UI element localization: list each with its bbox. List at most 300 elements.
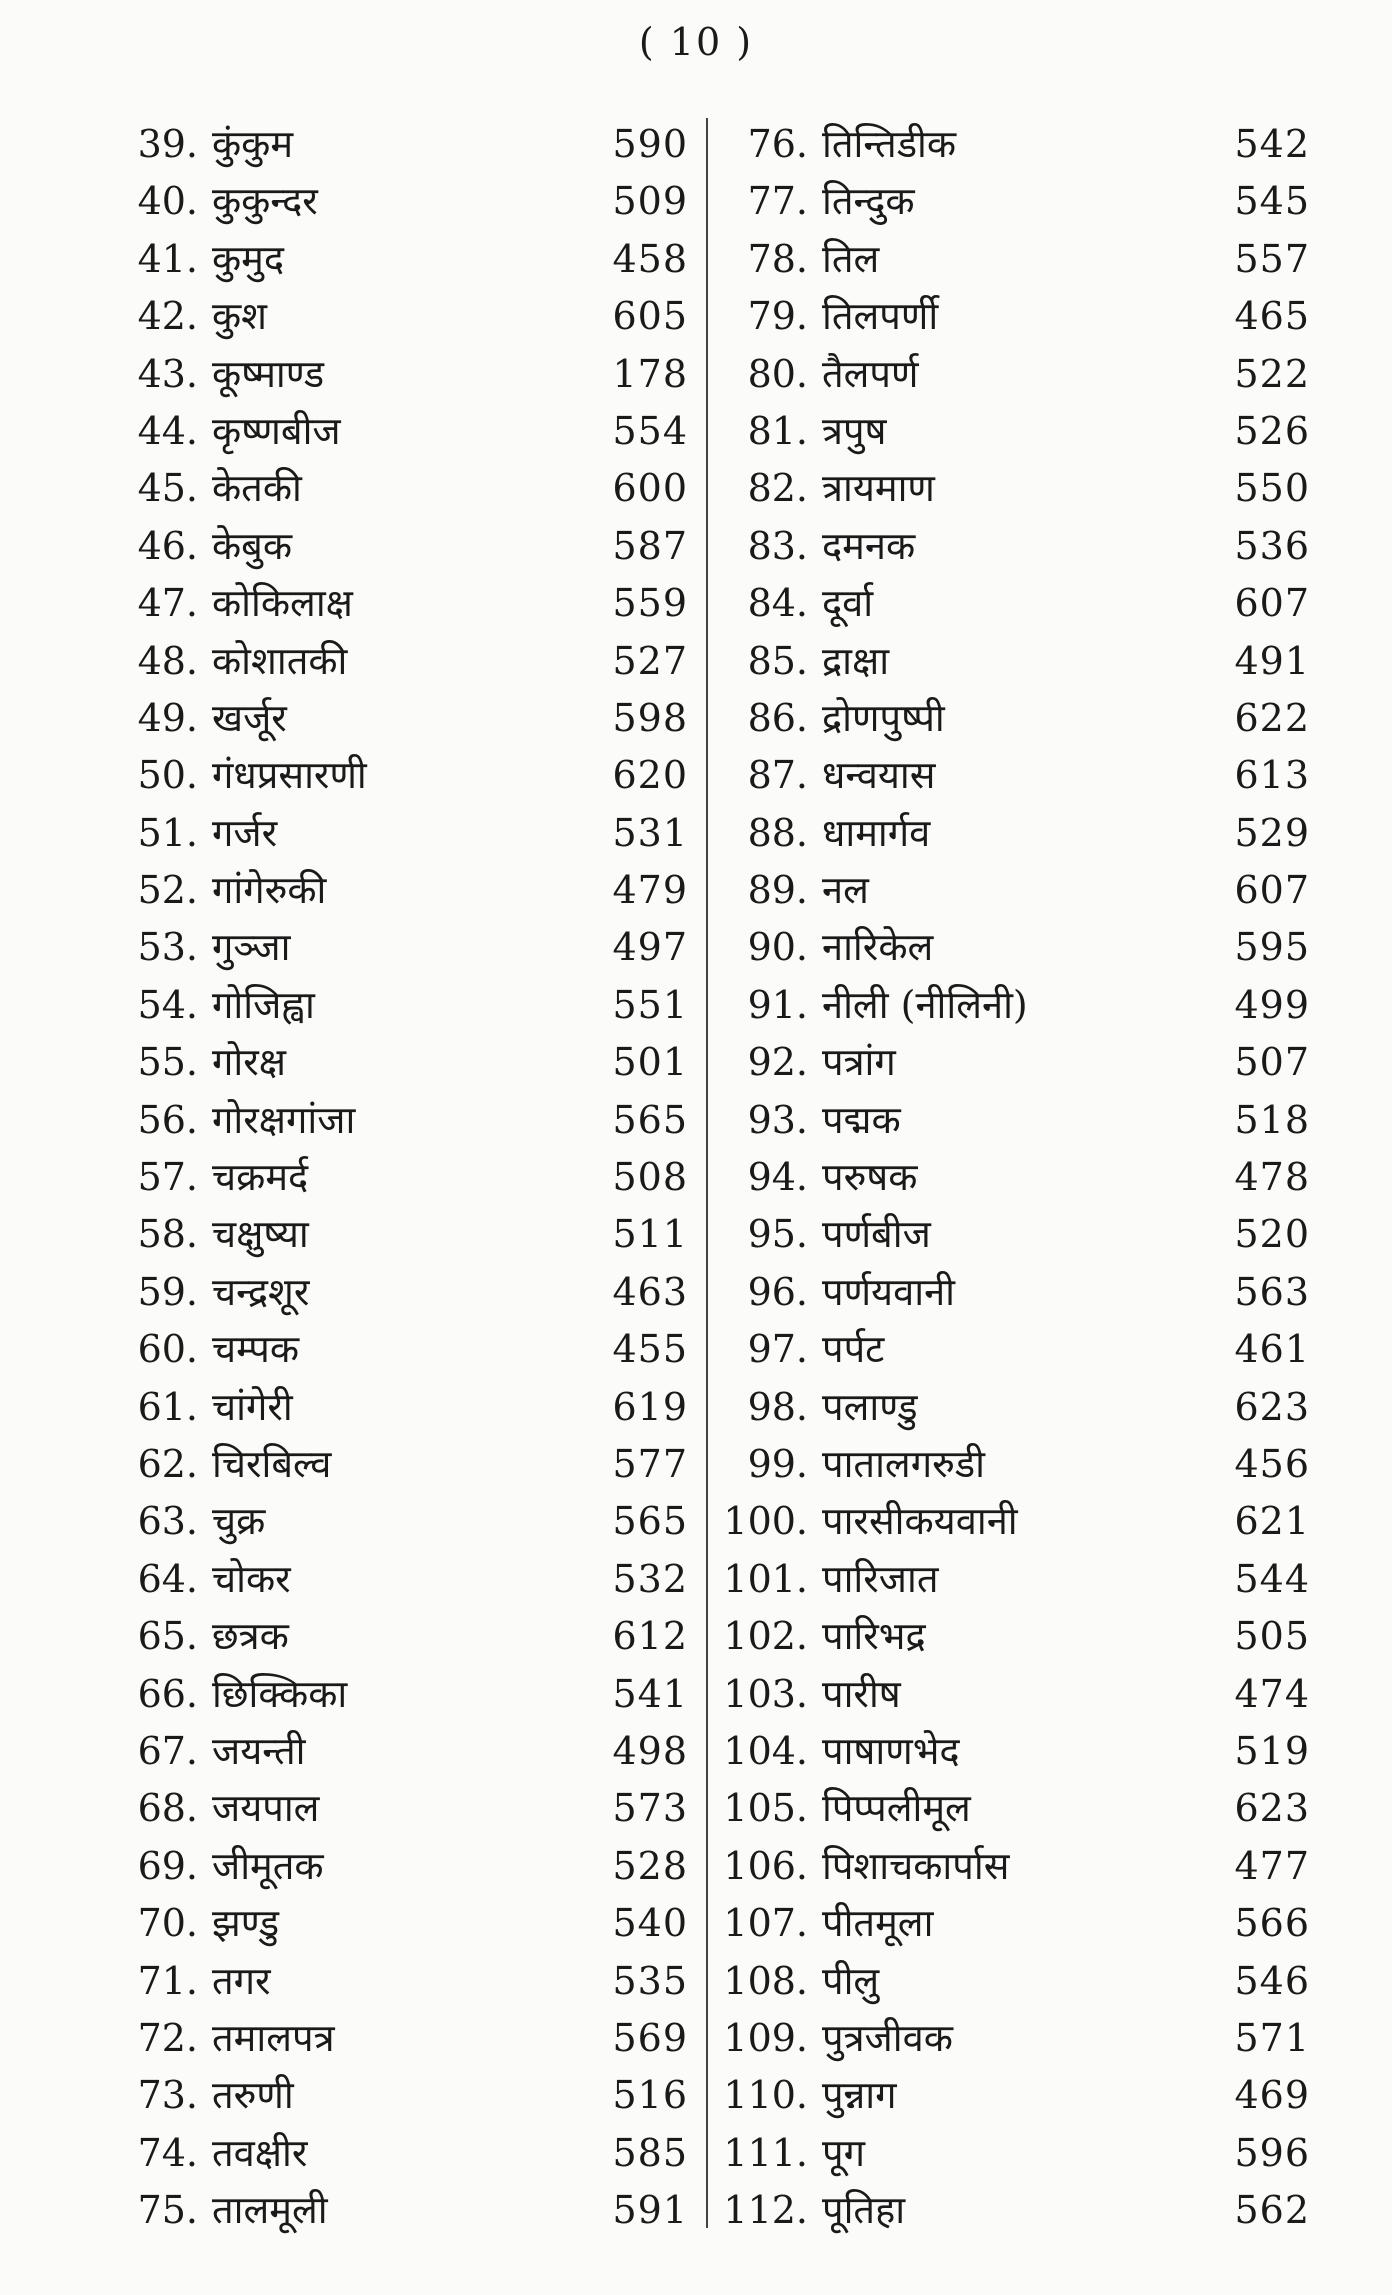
page-number: ( 10 ) [638,20,754,64]
index-entry [118,2067,688,2124]
entry-number: 72. [137,2015,198,2060]
entry-name: पुन्नाग [822,2073,897,2118]
entry-number: 106. [723,1843,808,1888]
entry-number: 43. [137,351,198,396]
index-entry [720,575,1310,632]
entry-number: 52. [137,868,198,913]
entry-name: पूतिहा [822,2188,906,2233]
index-entry [118,575,688,632]
entry-name: पीतमूला [822,1901,934,1946]
entry-page-number: 557 [1234,236,1310,281]
entry-page-number: 551 [612,982,688,1027]
entry-number: 87. [747,753,808,798]
entry-name: गुञ्जा [212,925,291,970]
entry-number: 94. [747,1155,808,1200]
entry-page-number: 569 [612,2015,688,2060]
entry-page-number: 456 [1234,1441,1310,1486]
entry-name: पर्णबीज [822,1212,931,1257]
entry-name: द्रोणपुष्पी [822,695,945,740]
entry-page-number: 542 [1234,122,1310,166]
entry-number: 104. [723,1728,808,1773]
index-entry [720,690,1310,747]
entry-name: कुकुन्दर [212,179,318,224]
index-entry [118,2010,688,2067]
index-entry [720,1838,1310,1895]
index-entry [720,1206,1310,1263]
index-entry [720,2067,1310,2124]
entry-page-number: 529 [1234,810,1310,855]
entry-page-number: 596 [1234,2130,1310,2175]
entry-page-number: 497 [612,925,688,970]
index-entry [720,919,1310,976]
entry-page-number: 465 [1234,294,1310,339]
index-entry [720,633,1310,690]
entry-name: पत्रांग [822,1040,896,1085]
entry-page-number: 501 [612,1040,688,1085]
entry-name: नल [822,868,869,913]
entry-number: 107. [723,1901,808,1946]
index-entry [720,747,1310,804]
entry-number: 69. [137,1843,198,1888]
entry-page-number: 509 [612,179,688,224]
index-entry [118,2182,688,2239]
entry-number: 85. [747,638,808,683]
entry-name: पारिजात [822,1556,939,1601]
entry-name: तिन्दुक [822,179,915,224]
index-entry [720,1149,1310,1206]
index-entry [720,1608,1310,1665]
index-entry [720,2182,1310,2239]
index-entry [720,403,1310,460]
entry-name: नीली (नीलिनी) [822,982,1028,1027]
index-entry [118,862,688,919]
entry-page-number: 508 [612,1155,688,1200]
index-entry [720,1723,1310,1780]
entry-name: नारिकेल [822,925,934,970]
index-entry [720,460,1310,517]
entry-number: 91. [747,982,808,1027]
entry-name: कोकिलाक्ष [212,581,353,626]
index-entry [720,1953,1310,2010]
entry-number: 93. [747,1097,808,1142]
entry-name: चोकर [212,1556,291,1601]
entry-page-number: 623 [1234,1786,1310,1831]
entry-name: चक्रमर्द [212,1155,309,1200]
entry-page-number: 520 [1234,1212,1310,1257]
entry-name: तगर [212,1958,271,2003]
index-entry [118,1321,688,1378]
entry-page-number: 541 [612,1671,688,1716]
index-entry [720,2010,1310,2067]
entry-name: तमालपत्र [212,2015,335,2060]
index-entry [118,1436,688,1493]
entry-name: गांगेरुकी [212,868,327,913]
entry-number: 58. [137,1212,198,1257]
index-entry [720,173,1310,230]
entry-number: 98. [747,1384,808,1429]
entry-name: पर्णयवानी [822,1269,956,1314]
entry-name: गर्जर [212,810,278,855]
entry-number: 57. [137,1155,198,1200]
entry-name: पारीष [822,1671,901,1716]
entry-number: 102. [723,1614,808,1659]
entry-name: कृष्णबीज [212,408,341,453]
entry-number: 47. [137,581,198,626]
entry-name: गंधप्रसारणी [212,753,367,798]
index-entry [720,1436,1310,1493]
entry-page-number: 505 [1234,1614,1310,1659]
index-entry [118,460,688,517]
entry-page-number: 455 [612,1327,688,1372]
index-entry [118,633,688,690]
entry-page-number: 591 [612,2188,688,2233]
entry-number: 78. [747,236,808,281]
entry-number: 73. [137,2073,198,2118]
entry-name: चम्पक [212,1327,300,1372]
entry-number: 97. [747,1327,808,1372]
entry-page-number: 461 [1234,1327,1310,1372]
index-entry [720,1321,1310,1378]
entry-number: 79. [747,294,808,339]
entry-page-number: 516 [612,2073,688,2118]
index-entry [118,116,688,173]
entry-name: दूर्वा [822,581,874,626]
entry-number: 76. [747,122,808,166]
entry-number: 48. [137,638,198,683]
entry-name: पातालगरुडी [822,1441,985,1486]
entry-number: 55. [137,1040,198,1085]
index-entry [118,1895,688,1952]
entry-page-number: 585 [612,2130,688,2175]
index-entry [118,1493,688,1550]
entry-page-number: 540 [612,1901,688,1946]
entry-number: 92. [747,1040,808,1085]
entry-page-number: 613 [1234,753,1310,798]
entry-page-number: 474 [1234,1671,1310,1716]
index-entry [118,231,688,288]
index-entry [118,1838,688,1895]
entry-name: त्रायमाण [822,466,935,511]
entry-page-number: 565 [612,1097,688,1142]
entry-name: पीलु [822,1958,880,2003]
entry-number: 60. [137,1327,198,1372]
entry-number: 109. [723,2015,808,2060]
entry-number: 50. [137,753,198,798]
entry-number: 103. [723,1671,808,1716]
entry-number: 71. [137,1958,198,2003]
index-entry [720,1379,1310,1436]
entry-page-number: 559 [612,581,688,626]
entry-number: 70. [137,1901,198,1946]
entry-page-number: 463 [612,1269,688,1314]
index-entry [118,1780,688,1837]
entry-name: चिरबिल्व [212,1441,332,1486]
entry-name: तिलपर्णी [822,294,939,339]
entry-page-number: 479 [612,868,688,913]
entry-page-number: 600 [612,466,688,511]
entry-number: 77. [747,179,808,224]
entry-page-number: 577 [612,1441,688,1486]
entry-number: 95. [747,1212,808,1257]
entry-page-number: 498 [612,1728,688,1773]
entry-page-number: 623 [1234,1384,1310,1429]
entry-number: 75. [137,2188,198,2233]
entry-number: 100. [723,1499,808,1544]
index-entry [118,919,688,976]
entry-number: 112. [723,2188,808,2233]
index-entry [720,1666,1310,1723]
index-entry [720,1034,1310,1091]
entry-name: छिक्किका [212,1671,348,1716]
index-entry [118,403,688,460]
entry-page-number: 620 [612,753,688,798]
entry-name: केबुक [212,523,293,568]
entry-name: द्राक्षा [822,638,890,683]
index-entry [118,690,688,747]
entry-page-number: 622 [1234,695,1310,740]
index-entry [720,288,1310,345]
index-entry [118,1264,688,1321]
entry-name: पारसीकयवानी [822,1499,1018,1544]
entry-page-number: 519 [1234,1728,1310,1773]
entry-number: 80. [747,351,808,396]
entry-name: तिल [822,236,880,281]
index-entry [118,977,688,1034]
entry-name: धामार्गव [822,810,931,855]
index-entry [720,862,1310,919]
index-entry [118,1149,688,1206]
entry-name: तिन्तिडीक [822,122,957,166]
entry-name: गोजिह्वा [212,982,315,1027]
entry-name: कुश [212,294,268,339]
entry-number: 63. [137,1499,198,1544]
entry-number: 74. [137,2130,198,2175]
entry-page-number: 590 [612,122,688,166]
entry-name: गोरक्षगांजा [212,1097,356,1142]
entry-page-number: 562 [1234,2188,1310,2233]
index-entry [720,231,1310,288]
entry-number: 53. [137,925,198,970]
entry-number: 64. [137,1556,198,1601]
entry-name: खर्जूर [212,695,287,740]
entry-name: कोशातकी [212,638,348,683]
entry-page-number: 563 [1234,1269,1310,1314]
entry-name: पलाण्डु [822,1384,918,1429]
index-entry [118,173,688,230]
entry-name: दमनक [822,523,916,568]
index-entry [118,346,688,403]
entry-number: 44. [137,408,198,453]
entry-page-number: 527 [612,638,688,683]
entry-name: पर्पट [822,1327,885,1372]
entry-page-number: 607 [1234,581,1310,626]
index-entry [720,1092,1310,1149]
index-entry [118,518,688,575]
entry-name: पिशाचकार्पास [822,1843,1010,1888]
entry-page-number: 478 [1234,1155,1310,1200]
index-entry [118,288,688,345]
index-entry [118,1723,688,1780]
entry-page-number: 499 [1234,982,1310,1027]
index-entry [118,747,688,804]
index-entry [118,1092,688,1149]
column-divider [706,118,708,2228]
entry-page-number: 544 [1234,1556,1310,1601]
entry-number: 82. [747,466,808,511]
index-entry [720,977,1310,1034]
entry-page-number: 491 [1234,638,1310,683]
index-entry [118,1551,688,1608]
entry-number: 65. [137,1614,198,1659]
entry-name: पद्मक [822,1097,901,1142]
entry-page-number: 507 [1234,1040,1310,1085]
index-entry [720,2125,1310,2182]
index-entry [720,518,1310,575]
entry-name: पिप्पलीमूल [822,1786,971,1831]
entry-number: 56. [137,1097,198,1142]
entry-page-number: 536 [1234,523,1310,568]
entry-number: 88. [747,810,808,855]
entry-name: तैलपर्ण [822,351,919,396]
entry-number: 42. [137,294,198,339]
entry-name: छत्रक [212,1614,289,1659]
index-entry [118,1206,688,1263]
entry-page-number: 595 [1234,925,1310,970]
entry-page-number: 535 [612,1958,688,2003]
entry-name: पारिभद्र [822,1614,926,1659]
entry-name: जयन्ती [212,1728,306,1773]
entry-name: पुत्रजीवक [822,2015,953,2060]
entry-number: 99. [747,1441,808,1486]
index-entry [720,346,1310,403]
entry-number: 46. [137,523,198,568]
entry-number: 84. [747,581,808,626]
entry-page-number: 573 [612,1786,688,1831]
index-entry [118,805,688,862]
entry-page-number: 621 [1234,1499,1310,1544]
index-entry [720,1493,1310,1550]
entry-name: चुक्र [212,1499,266,1544]
entry-page-number: 550 [1234,466,1310,511]
index-entry [118,1608,688,1665]
entry-name: पाषाणभेद [822,1728,960,1773]
index-entry [720,116,1310,173]
entry-number: 83. [747,523,808,568]
entry-name: तवक्षीर [212,2130,308,2175]
entry-name: धन्वयास [822,753,936,798]
index-entry [118,1034,688,1091]
entry-page-number: 566 [1234,1901,1310,1946]
entry-number: 49. [137,695,198,740]
entry-name: चक्षुष्या [212,1212,309,1257]
entry-page-number: 477 [1234,1843,1310,1888]
entry-page-number: 587 [612,523,688,568]
entry-page-number: 528 [612,1843,688,1888]
entry-page-number: 605 [612,294,688,339]
entry-number: 61. [137,1384,198,1429]
entry-number: 101. [723,1556,808,1601]
entry-name: कूष्माण्ड [212,351,325,396]
entry-name: त्रपुष [822,408,887,453]
entry-name: जयपाल [212,1786,320,1831]
index-entry [720,1264,1310,1321]
entry-name: जीमूतक [212,1843,324,1888]
entry-name: कुंकुम [212,122,294,166]
entry-page-number: 469 [1234,2073,1310,2118]
entry-name: पूग [822,2130,865,2175]
entry-number: 51. [137,810,198,855]
entry-page-number: 511 [612,1212,688,1257]
index-entry [720,1895,1310,1952]
entry-number: 90. [747,925,808,970]
entry-number: 105. [723,1786,808,1831]
index-entry [720,1551,1310,1608]
index-entry [118,2125,688,2182]
entry-number: 86. [747,695,808,740]
entry-name: तरुणी [212,2073,294,2118]
entry-number: 67. [137,1728,198,1773]
entry-page-number: 554 [612,408,688,453]
entry-number: 66. [137,1671,198,1716]
entry-page-number: 598 [612,695,688,740]
entry-number: 68. [137,1786,198,1831]
entry-page-number: 607 [1234,868,1310,913]
entry-page-number: 532 [612,1556,688,1601]
entry-page-number: 619 [612,1384,688,1429]
entry-name: गोरक्ष [212,1040,287,1085]
entry-number: 96. [747,1269,808,1314]
index-entry [118,1666,688,1723]
entry-name: परुषक [822,1155,918,1200]
entry-number: 54. [137,982,198,1027]
entry-page-number: 518 [1234,1097,1310,1142]
entry-page-number: 612 [612,1614,688,1659]
index-entry [118,1379,688,1436]
index-entry [118,1953,688,2010]
entry-page-number: 531 [612,810,688,855]
entry-number: 40. [137,179,198,224]
entry-name: कुमुद [212,236,285,281]
entry-page-number: 526 [1234,408,1310,453]
entry-number: 59. [137,1269,198,1314]
index-entry [720,1780,1310,1837]
entry-page-number: 545 [1234,179,1310,224]
index-column-left [118,116,688,2239]
entry-name: झण्डु [212,1901,280,1946]
entry-number: 45. [137,466,198,511]
entry-page-number: 522 [1234,351,1310,396]
entry-number: 111. [723,2130,808,2175]
entry-number: 62. [137,1441,198,1486]
entry-number: 89. [747,868,808,913]
index-entry [720,805,1310,862]
entry-page-number: 571 [1234,2015,1310,2060]
entry-number: 110. [723,2073,808,2118]
entry-page-number: 458 [612,236,688,281]
entry-number: 108. [723,1958,808,2003]
entry-name: चन्द्रशूर [212,1269,310,1314]
entry-number: 41. [137,236,198,281]
entry-number: 81. [747,408,808,453]
index-column-right [720,116,1310,2239]
entry-page-number: 178 [612,351,688,396]
entry-name: चांगेरी [212,1384,293,1429]
entry-number: 39. [137,122,198,166]
entry-name: तालमूली [212,2188,328,2233]
entry-page-number: 565 [612,1499,688,1544]
entry-name: केतकी [212,466,302,511]
entry-page-number: 546 [1234,1958,1310,2003]
